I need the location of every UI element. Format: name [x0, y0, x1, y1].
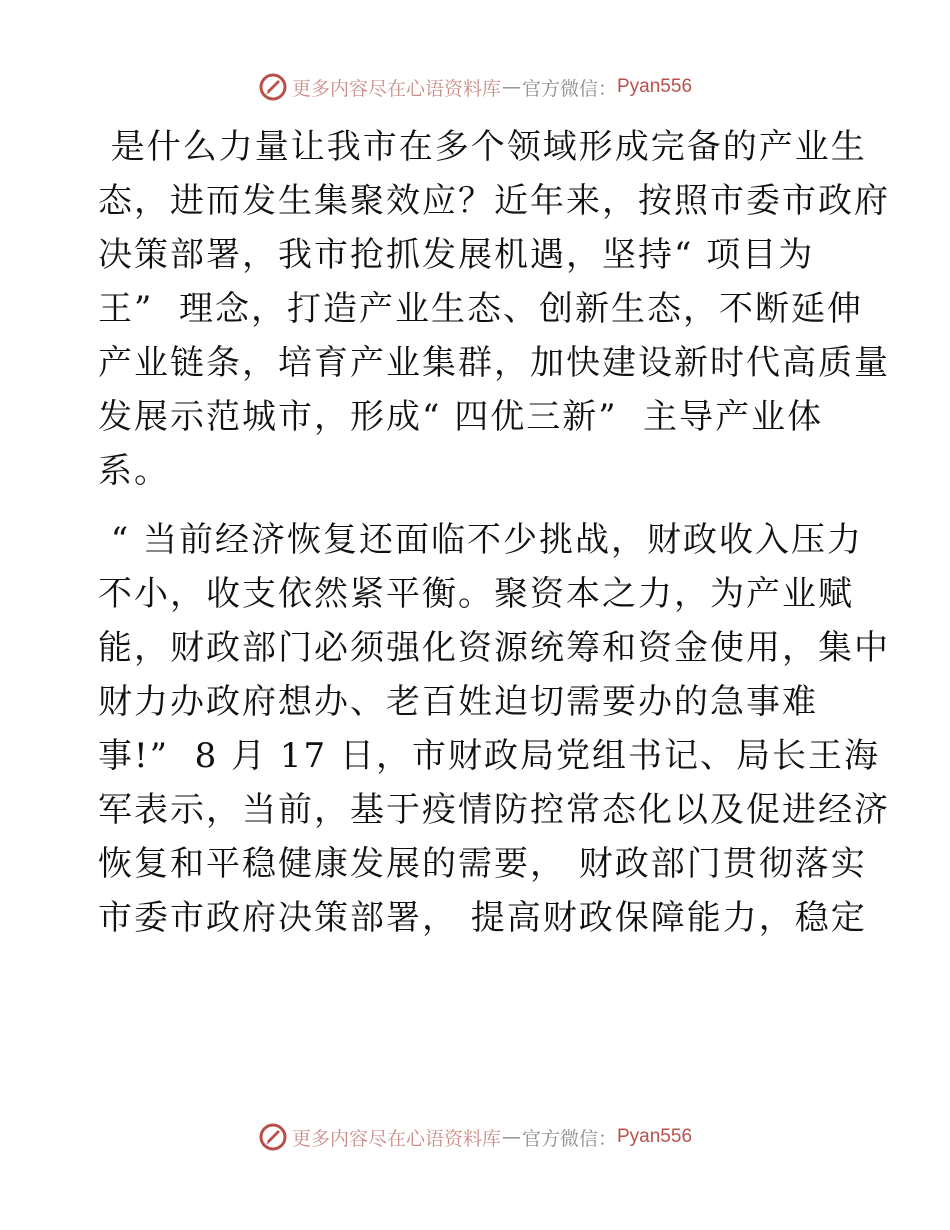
brand-logo-icon	[258, 72, 288, 102]
text-line: 产业链条，培育产业集群，加快建设新时代高质量	[98, 343, 890, 383]
banner-separator: —	[501, 1126, 521, 1148]
paragraph-2	[98, 513, 890, 945]
document-body	[98, 120, 890, 945]
text-line: 财力办政府想办、老百姓迫切需要办的急事难	[98, 682, 818, 722]
banner-main-text: 更多内容尽在心语资料库	[291, 1127, 501, 1150]
text-line: 事!” 8 月 17 日，市财政局党组书记、局长王海	[98, 736, 880, 776]
paragraph-1	[98, 120, 890, 498]
text-line: 能，财政部门必须强化资源统筹和资金使用，集中	[98, 628, 890, 668]
banner-separator: —	[501, 76, 521, 98]
banner-wechat-id: Pyan556	[617, 1126, 693, 1147]
banner-wechat-label: 官方微信：	[521, 77, 617, 100]
text-line: 不小，收支依然紧平衡。聚资本之力，为产业赋	[98, 574, 854, 614]
text-line: 决策部署，我市抢抓发展机遇，坚持“ 项目为	[98, 235, 815, 275]
text-line: 发展示范城市，形成“ 四优三新” 主导产业体	[98, 397, 824, 437]
footer-banner	[0, 1122, 950, 1152]
banner-main-text: 更多内容尽在心语资料库	[291, 77, 501, 100]
paragraph-gap	[98, 498, 858, 513]
text-line: 恢复和平稳健康发展的需要， 财政部门贯彻落实	[98, 844, 867, 884]
banner-wechat-id: Pyan556	[617, 76, 693, 97]
text-line: 系。	[98, 451, 170, 491]
brand-logo-icon	[258, 1122, 288, 1152]
banner-wechat-label: 官方微信：	[521, 1127, 617, 1150]
text-line: 市委市政府决策部署， 提高财政保障能力，稳定	[98, 898, 867, 938]
text-line: 王” 理念，打造产业生态、创新生态，不断延伸	[98, 289, 863, 329]
header-banner	[0, 72, 950, 102]
text-line: 军表示，当前，基于疫情防控常态化以及促进经济	[98, 790, 890, 830]
text-line: 是什么力量让我市在多个领域形成完备的产业生	[98, 127, 867, 167]
text-line: “ 当前经济恢复还面临不少挑战，财政收入压力	[98, 520, 863, 560]
text-line: 态，进而发生集聚效应？近年来，按照市委市政府	[98, 181, 890, 221]
